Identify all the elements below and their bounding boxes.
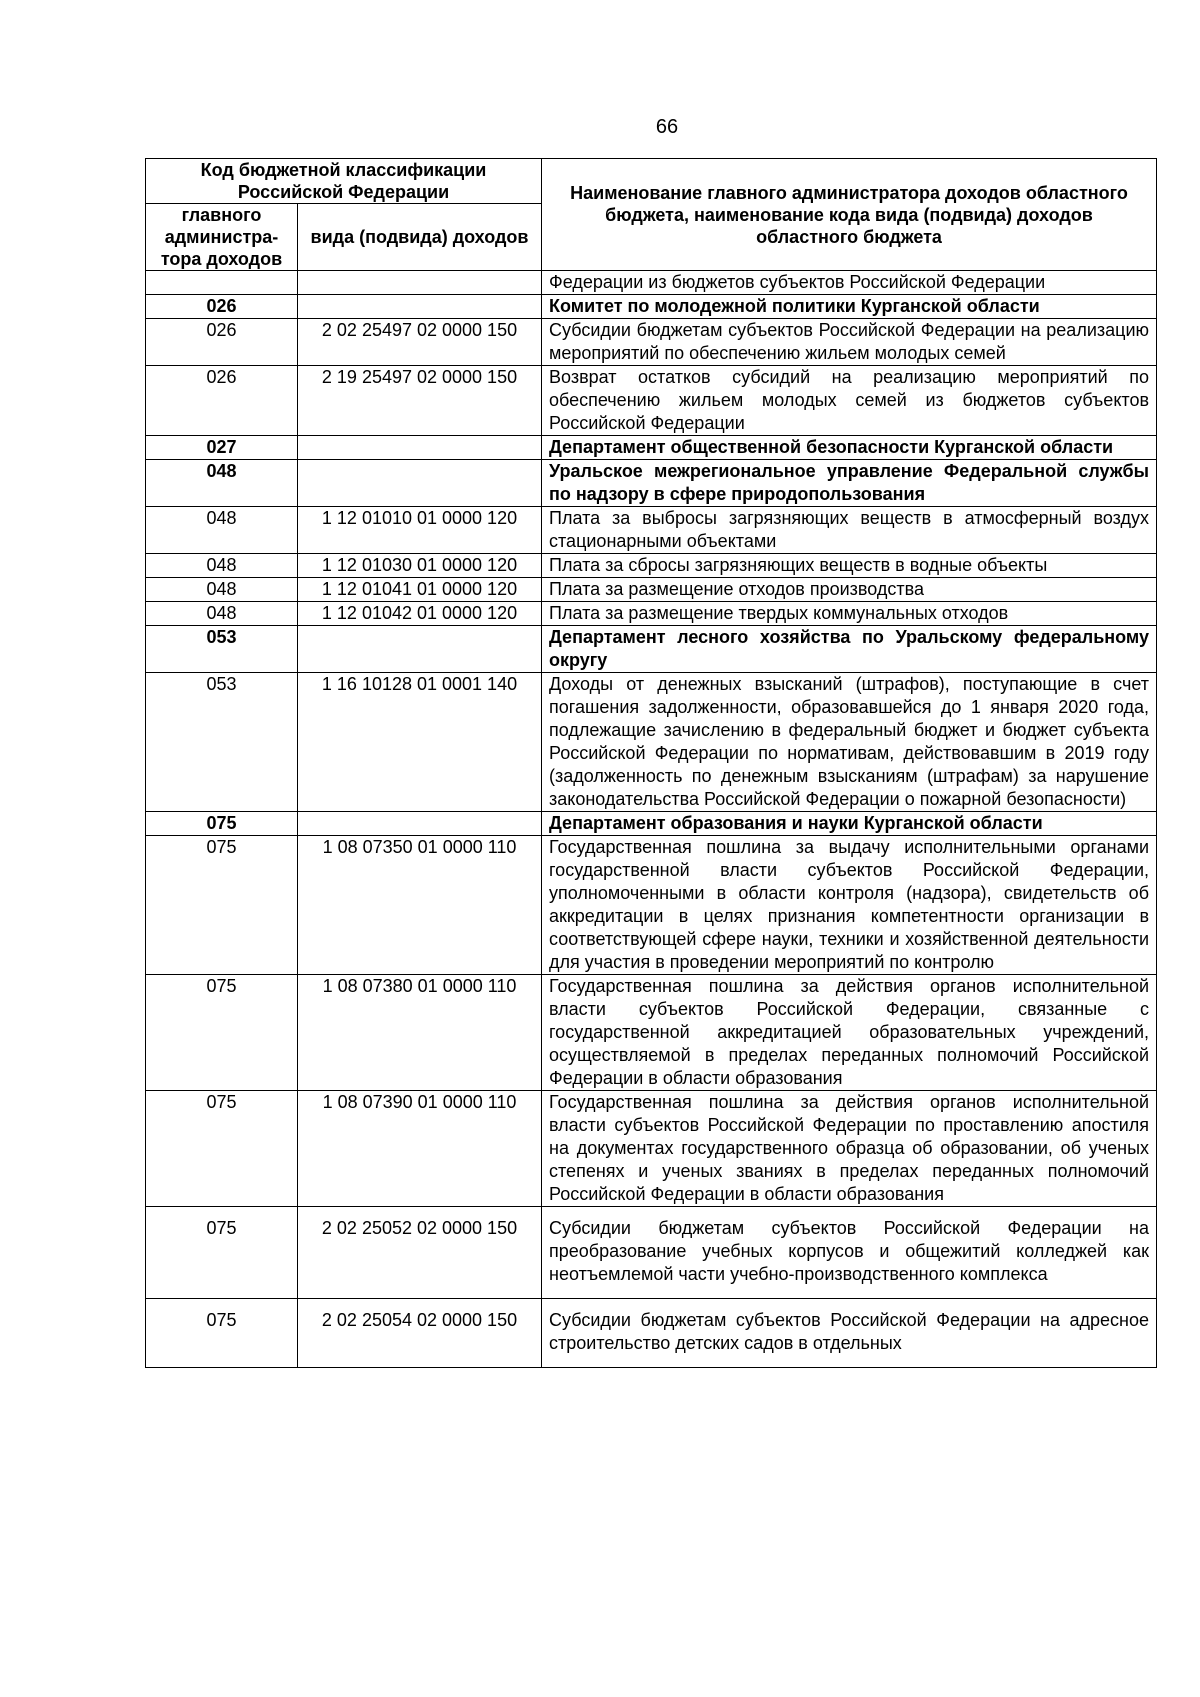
- income-code-cell: [298, 460, 542, 507]
- income-code-cell: 2 02 25497 02 0000 150: [298, 319, 542, 366]
- header-group-title: Код бюджетной классификации Российской Федерации: [146, 159, 542, 204]
- header-col-code: вида (подвида) доходов: [298, 204, 542, 271]
- admin-code-cell: 048: [146, 554, 298, 578]
- admin-code-cell: 027: [146, 436, 298, 460]
- income-code-cell: [298, 436, 542, 460]
- header-col-name: Наименование главного администратора доходов областного бюджета, наименование кода вида (подвида) доходов областного бюджета: [542, 159, 1157, 271]
- admin-code-cell: 075: [146, 836, 298, 975]
- table-row: [146, 836, 1157, 975]
- admin-code-cell: 075: [146, 975, 298, 1091]
- income-code-cell: [298, 295, 542, 319]
- name-cell: Плата за размещение отходов производства: [542, 578, 1157, 602]
- name-cell: Государственная пошлина за действия органов исполнительной власти субъектов Российской Федерации по проставлению апостиля на документах государственного образца об образовании, об ученых степенях и ученых званиях в пределах переданных полномочий Российской Федерации в области образования: [542, 1091, 1157, 1207]
- table-row: [146, 319, 1157, 366]
- admin-code-cell: 048: [146, 507, 298, 554]
- admin-code-cell: 048: [146, 602, 298, 626]
- table-row: [146, 460, 1157, 507]
- admin-code-cell: 075: [146, 1207, 298, 1299]
- name-cell: Комитет по молодежной политики Курганской области: [542, 295, 1157, 319]
- name-cell: Субсидии бюджетам субъектов Российской Федерации на адресное строительство детских садов в отдельных: [542, 1299, 1157, 1368]
- name-cell: Государственная пошлина за действия органов исполнительной власти субъектов Российской Федерации, связанные с государственной аккредитацией образовательных учреждений, осуществляемой в пределах переданных полномочий Российской Федерации в области образования: [542, 975, 1157, 1091]
- admin-code-cell: 075: [146, 1299, 298, 1368]
- name-cell: Государственная пошлина за выдачу исполнительными органами государственной власти субъектов Российской Федерации, уполномоченными в области контроля (надзора), свидетельств об аккредитации в целях признания компетентности организации в соответствующей сфере науки, техники и хозяйственной деятельности для участия в проведении мероприятий по контролю: [542, 836, 1157, 975]
- name-cell: Уральское межрегиональное управление Федеральной службы по надзору в сфере природопользования: [542, 460, 1157, 507]
- table-row: [146, 507, 1157, 554]
- income-code-cell: [298, 812, 542, 836]
- table-row: [146, 673, 1157, 812]
- admin-code-cell: 053: [146, 626, 298, 673]
- name-cell: Доходы от денежных взысканий (штрафов), поступающие в счет погашения задолженности, образовавшейся до 1 января 2020 года, подлежащие зачислению в федеральный бюджет и бюджет субъекта Российской Федерации по нормативам, действовавшим в 2019 году (задолженность по денежным взысканиям (штрафам) за нарушение законодательства Российской Федерации о пожарной безопасности): [542, 673, 1157, 812]
- table-row: [146, 366, 1157, 436]
- table-row: [146, 975, 1157, 1091]
- income-code-cell: 1 08 07350 01 0000 110: [298, 836, 542, 975]
- income-code-cell: [298, 626, 542, 673]
- admin-code-cell: 026: [146, 366, 298, 436]
- table-row: [146, 295, 1157, 319]
- table-row: [146, 1299, 1157, 1368]
- income-code-cell: 1 12 01042 01 0000 120: [298, 602, 542, 626]
- name-cell: Субсидии бюджетам субъектов Российской Федерации на реализацию мероприятий по обеспечению жильем молодых семей: [542, 319, 1157, 366]
- admin-code-cell: 026: [146, 319, 298, 366]
- table-body: [146, 271, 1157, 1368]
- income-code-cell: 1 12 01041 01 0000 120: [298, 578, 542, 602]
- income-code-cell: 1 16 10128 01 0001 140: [298, 673, 542, 812]
- table-row: [146, 812, 1157, 836]
- table-row: [146, 1091, 1157, 1207]
- name-cell: Департамент образования и науки Курганской области: [542, 812, 1157, 836]
- name-cell: Плата за сбросы загрязняющих веществ в водные объекты: [542, 554, 1157, 578]
- income-code-cell: [298, 271, 542, 295]
- name-cell: Федерации из бюджетов субъектов Российской Федерации: [542, 271, 1157, 295]
- admin-code-cell: 026: [146, 295, 298, 319]
- page-number: 66: [655, 116, 679, 138]
- admin-code-cell: 075: [146, 1091, 298, 1207]
- admin-code-cell: [146, 271, 298, 295]
- income-code-cell: 1 12 01010 01 0000 120: [298, 507, 542, 554]
- admin-code-cell: 075: [146, 812, 298, 836]
- table-row: [146, 436, 1157, 460]
- name-cell: Департамент лесного хозяйства по Уральскому федеральному округу: [542, 626, 1157, 673]
- table-row: [146, 271, 1157, 295]
- budget-classification-table: [145, 158, 1157, 1368]
- table-row: [146, 1207, 1157, 1299]
- admin-code-cell: 048: [146, 578, 298, 602]
- name-cell: Субсидии бюджетам субъектов Российской Федерации на преобразование учебных корпусов и общежитий колледжей как неотъемлемой части учебно-производственного комплекса: [542, 1207, 1157, 1299]
- income-code-cell: 1 12 01030 01 0000 120: [298, 554, 542, 578]
- admin-code-cell: 048: [146, 460, 298, 507]
- table-row: [146, 626, 1157, 673]
- admin-code-cell: 053: [146, 673, 298, 812]
- table-row: [146, 602, 1157, 626]
- income-code-cell: 2 02 25052 02 0000 150: [298, 1207, 542, 1299]
- name-cell: Возврат остатков субсидий на реализацию мероприятий по обеспечению жильем молодых семей из бюджетов субъектов Российской Федерации: [542, 366, 1157, 436]
- name-cell: Плата за размещение твердых коммунальных отходов: [542, 602, 1157, 626]
- income-code-cell: 2 19 25497 02 0000 150: [298, 366, 542, 436]
- income-code-cell: 2 02 25054 02 0000 150: [298, 1299, 542, 1368]
- header-col-admin: главного администра-тора доходов: [146, 204, 298, 271]
- table-row: [146, 578, 1157, 602]
- name-cell: Плата за выбросы загрязняющих веществ в атмосферный воздух стационарными объектами: [542, 507, 1157, 554]
- income-code-cell: 1 08 07380 01 0000 110: [298, 975, 542, 1091]
- name-cell: Департамент общественной безопасности Курганской области: [542, 436, 1157, 460]
- table-row: [146, 554, 1157, 578]
- income-code-cell: 1 08 07390 01 0000 110: [298, 1091, 542, 1207]
